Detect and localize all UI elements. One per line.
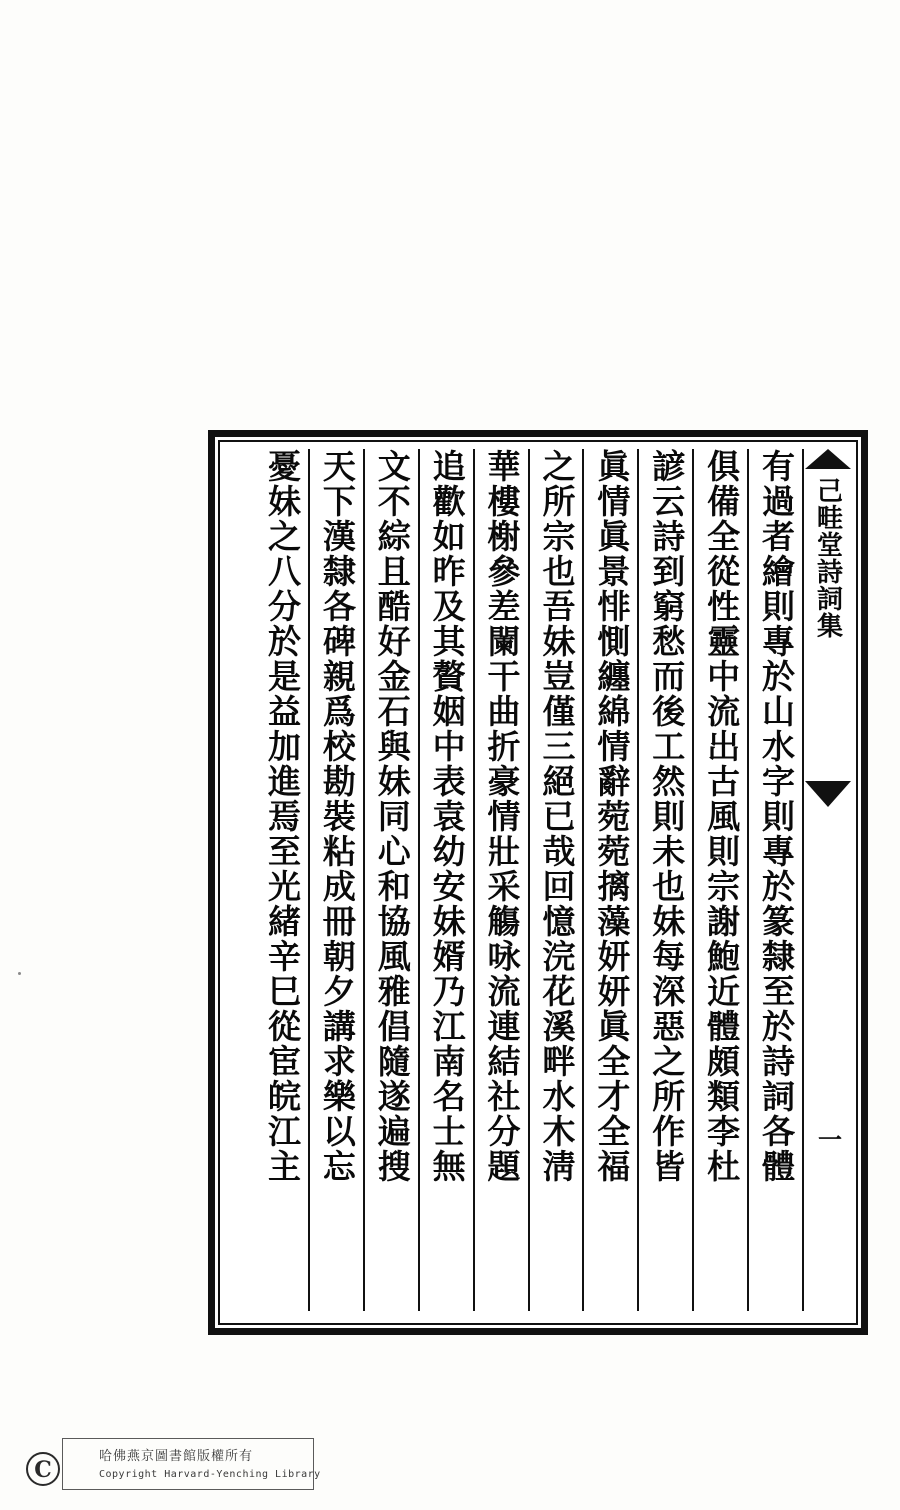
text-column: 憂妹之八分於是益加進焉至光緒辛巳從宦皖江主 <box>262 449 302 1184</box>
fish-tail-top-icon <box>805 449 851 469</box>
fish-tail-icon <box>805 781 851 807</box>
text-column: 文不綜且酷好金石與妹同心和協風雅倡隨遂遍搜 <box>372 449 412 1184</box>
text-column: 追歡如昨及其贅姻中表袁幼安妹婿乃江南名士無 <box>427 449 467 1184</box>
column-rule <box>637 449 639 1311</box>
spine-banner <box>805 449 851 1311</box>
vertical-text-columns <box>225 449 851 1318</box>
text-column: 之所宗也吾妹豈僅三絕已哉回憶浣花溪畔水木淸 <box>537 449 577 1184</box>
scan-speck <box>18 972 21 975</box>
column-rule <box>363 449 365 1311</box>
column-rule <box>582 449 584 1311</box>
column-rule <box>473 449 475 1311</box>
column-rule <box>747 449 749 1311</box>
column-rule <box>308 449 310 1311</box>
column-rule <box>802 449 804 1311</box>
spine-title: 己畦堂詩詞集 <box>812 477 843 639</box>
copyright-symbol-icon: C <box>26 1452 60 1486</box>
column-rule <box>528 449 530 1311</box>
text-column: 華樓榭參差闌干曲折豪情壯采觴咏流連結社分題 <box>482 449 522 1184</box>
column-rule <box>418 449 420 1311</box>
stamp-chinese-text: 哈佛燕京圖書館版權所有 <box>99 1449 254 1464</box>
text-column: 有過者繪則專於山水字則專於篆隸至於詩詞各體 <box>757 449 796 1184</box>
text-column: 天下漢隸各碑親爲校勘裝粘成冊朝夕講求樂以忘 <box>317 449 357 1184</box>
library-copyright-stamp <box>62 1438 321 1490</box>
stamp-english-text: Copyright Harvard-Yenching Library <box>99 1469 321 1480</box>
woodblock-text-frame <box>208 430 868 1335</box>
text-column: 俱備全從性靈中流出古風則宗謝鮑近體頗類李杜 <box>702 449 742 1184</box>
column-rule <box>692 449 694 1311</box>
text-column: 諺云詩到窮愁而後工然則未也妹每深惡之所作皆 <box>647 449 687 1184</box>
text-column: 眞情眞景悱惻纏綿情辭菀菀摛藻妍妍眞全才全福 <box>592 449 632 1184</box>
page-number: 一 <box>813 1127 843 1151</box>
